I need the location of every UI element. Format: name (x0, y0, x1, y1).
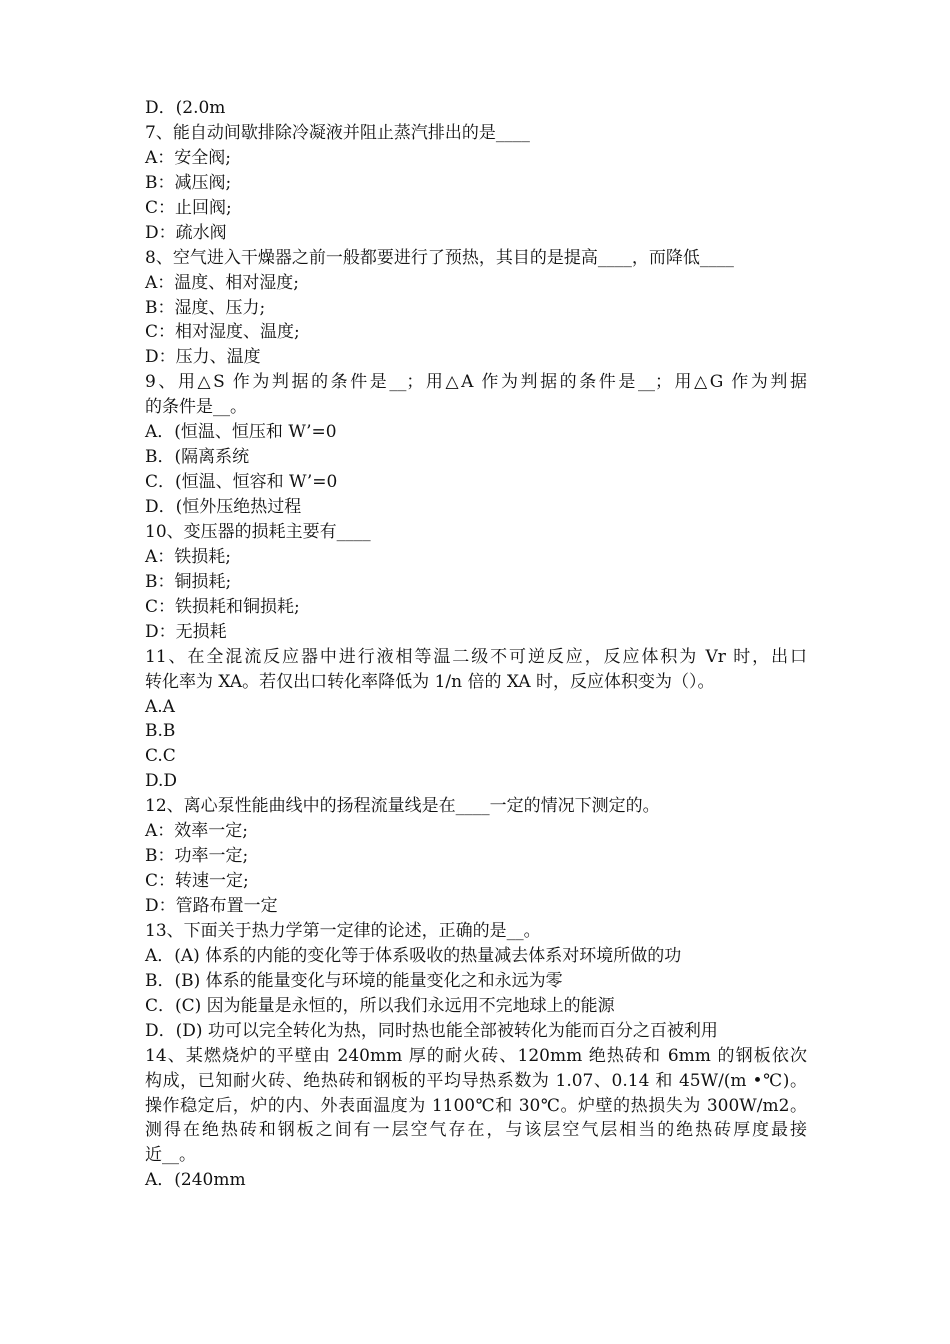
question-14-line-2: 构成，已知耐火砖、绝热砖和钢板的平均导热系数为 1.07、0.14 和 45W/(m •℃)。 (145, 1070, 807, 1091)
option-b-q8: B：湿度、压力; (145, 297, 266, 318)
option-c-q8: C：相对湿度、温度; (145, 322, 300, 343)
option-b-q9: B．(隔离系统 (145, 447, 250, 468)
option-b-q11: B.B (145, 721, 176, 742)
option-d-q7: D：疏水阀 (145, 222, 227, 243)
option-d-q6: D．(2.0m (145, 98, 226, 118)
question-14-line-5: 近__。 (145, 1145, 196, 1166)
option-b-q10: B：铜损耗; (145, 571, 232, 592)
question-7: 7、能自动间歇排除冷凝液并阻止蒸汽排出的是____ (145, 122, 530, 143)
question-11-line-1: 11、在全混流反应器中进行液相等温二级不可逆反应，反应体积为 Vr 时，出口 (145, 646, 807, 667)
option-d-q8: D：压力、温度 (145, 347, 261, 368)
option-a-q8: A：温度、相对湿度; (145, 272, 300, 293)
option-d-q12: D：管路布置一定 (145, 896, 278, 916)
option-d-q11: D.D (145, 771, 178, 792)
option-c-q9: C．(恒温、恒容和 W’=0 (145, 472, 338, 493)
option-d-q13: D．(D) 功可以完全转化为热，同时热也能全部被转化为能而百分之百被利用 (145, 1020, 718, 1041)
option-c-q11: C.C (145, 746, 176, 767)
option-c-q13: C．(C) 因为能量是永恒的，所以我们永远用不完地球上的能源 (145, 995, 615, 1016)
option-a-q13: A．(A) 体系的内能的变化等于体系吸收的热量减去体系对环境所做的功 (145, 945, 682, 966)
question-13: 13、下面关于热力学第一定律的论述，正确的是__。 (145, 920, 541, 941)
question-12: 12、离心泵性能曲线中的扬程流量线是在____一定的情况下测定的。 (145, 796, 660, 817)
option-c-q12: C：转速一定; (145, 871, 249, 892)
option-b-q13: B．(B) 体系的能量变化与环境的能量变化之和永远为零 (145, 970, 563, 991)
option-c-q10: C：铁损耗和铜损耗; (145, 596, 300, 617)
question-9-line-1: 9、用△S 作为判据的条件是__；用△A 作为判据的条件是__；用△G 作为判据 (145, 372, 807, 393)
option-a-q7: A：安全阀; (145, 147, 232, 168)
option-a-q10: A：铁损耗; (145, 546, 232, 567)
option-b-q7: B：减压阀; (145, 172, 232, 193)
option-a-q11: A.A (145, 696, 175, 717)
option-a-q14: A．(240mm (145, 1170, 246, 1191)
option-c-q7: C：止回阀; (145, 197, 232, 218)
option-d-q10: D：无损耗 (145, 621, 227, 642)
option-d-q9: D．(恒外压绝热过程 (145, 497, 302, 517)
question-8: 8、空气进入干燥器之前一般都要进行了预热，其目的是提高____，而降低____ (145, 247, 734, 268)
question-10: 10、变压器的损耗主要有____ (145, 521, 371, 542)
option-b-q12: B：功率一定; (145, 846, 249, 867)
option-a-q9: A．(恒温、恒压和 W’=0 (145, 422, 337, 443)
question-14-line-3: 操作稳定后，炉的内、外表面温度为 1100℃和 30℃。炉壁的热损失为 300W/m2。 (145, 1095, 807, 1116)
question-9-line-2: 的条件是__。 (145, 397, 247, 418)
question-14-line-1: 14、某燃烧炉的平壁由 240mm 厚的耐火砖、120mm 绝热砖和 6mm 的钢板依次 (145, 1045, 807, 1066)
option-a-q12: A：效率一定; (145, 821, 249, 842)
document-page (145, 96, 810, 1193)
question-11-line-2: 转化率为 XA。若仅出口转化率降低为 1/n 倍的 XA 时，反应体积变为（）。 (145, 671, 715, 692)
question-14-line-4: 测得在绝热砖和钢板之间有一层空气存在，与该层空气层相当的绝热砖厚度最接 (145, 1120, 807, 1141)
